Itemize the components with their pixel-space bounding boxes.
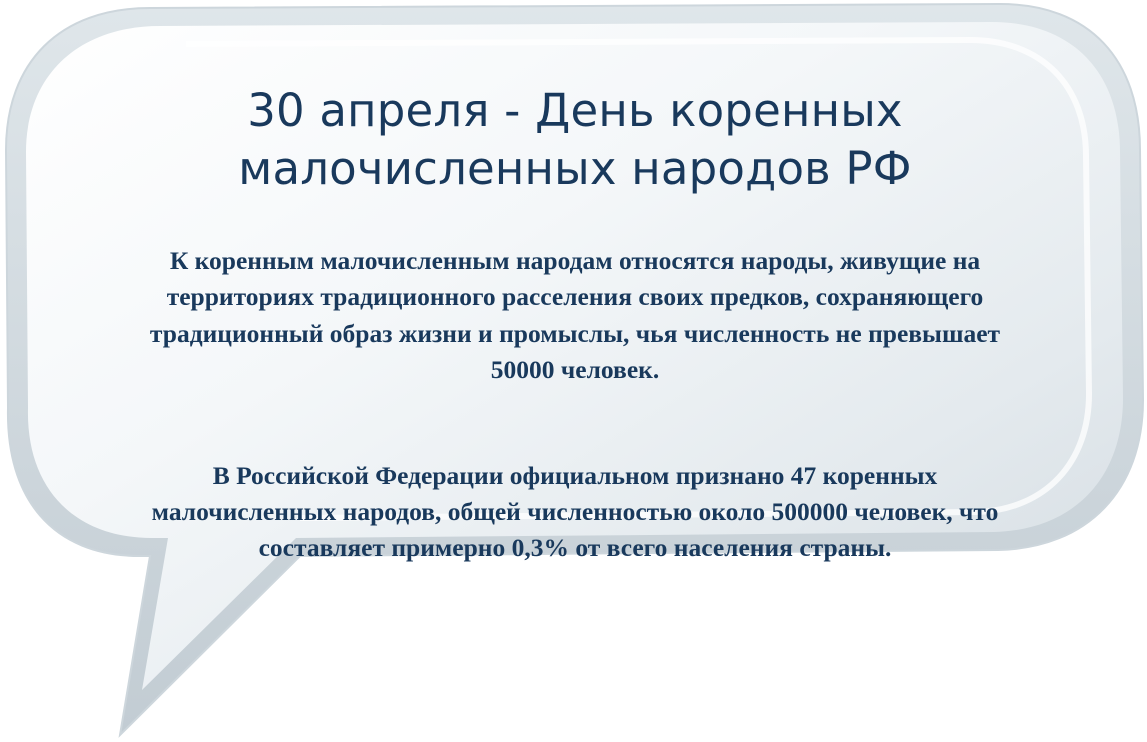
poster-content (70, 40, 1080, 562)
page-title: 30 апреля - День коренных малочисленных народов РФ (238, 84, 912, 195)
paragraph-definition: К коренным малочисленным народам относятся народы, живущие на территориях традиционного расселения своих предков, сохраняющего традиционный образ жизни и промыслы, чья численность не превышает 50000 человек. (149, 246, 1001, 384)
paragraph-statistics: В Российской Федерации официальном признано 47 коренных малочисленных народов, общей численностью около 500000 человек, что составляет примерно 0,3% от всего населения страны. (151, 460, 999, 562)
